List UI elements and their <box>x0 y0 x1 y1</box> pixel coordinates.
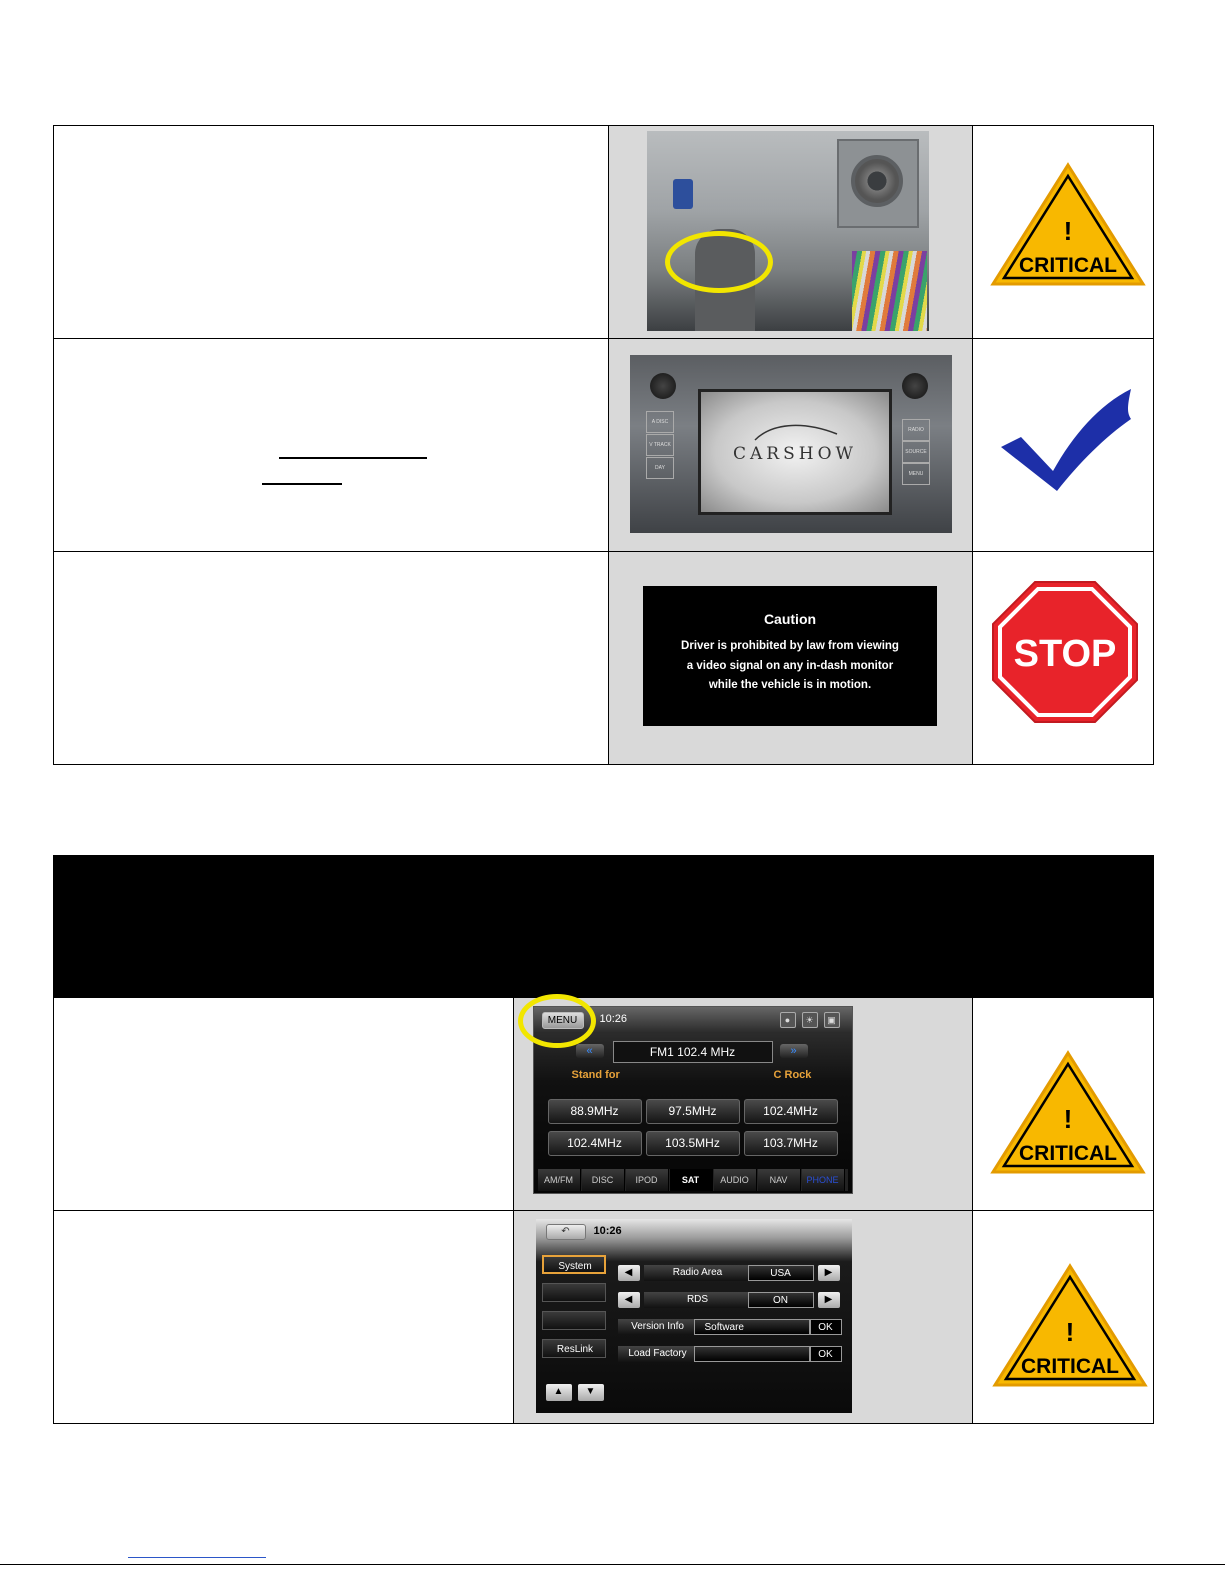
screen-off-icon[interactable]: ▣ <box>824 1012 840 1028</box>
rds-value: ON <box>748 1292 814 1308</box>
preset-button-2[interactable]: 97.5MHz <box>646 1099 740 1124</box>
step-1-badge-cell <box>973 126 1154 339</box>
menu-highlight-circle <box>518 994 596 1048</box>
carshow-car-outline-icon <box>751 420 841 444</box>
highlight-circle <box>665 231 773 293</box>
microphone-icon[interactable]: ● <box>780 1012 796 1028</box>
carshow-logo: CARSHOW <box>733 444 857 464</box>
brightness-icon[interactable]: ☀ <box>802 1012 818 1028</box>
tab-nav[interactable]: NAV <box>758 1169 801 1191</box>
antenna-plug <box>673 179 693 209</box>
load-factory-ok-button[interactable]: OK <box>810 1346 842 1362</box>
source-tab-bar <box>538 1169 848 1191</box>
critical-exclamation: ! <box>1063 1104 1073 1134</box>
button-menu: MENU <box>902 463 930 485</box>
version-info-value: Software <box>694 1319 810 1335</box>
sidebar-item-2[interactable] <box>542 1283 606 1302</box>
stop-sign-icon <box>991 580 1139 724</box>
tab-ipod[interactable]: IPOD <box>626 1169 669 1191</box>
underlined-text-1 <box>279 457 427 459</box>
seek-forward-icon[interactable]: » <box>780 1044 808 1058</box>
step-2-image-cell <box>609 339 973 552</box>
step-2-text-cell <box>54 339 609 552</box>
cooling-fan-housing <box>837 139 919 228</box>
button-a-disc: A DISC <box>646 411 674 433</box>
caution-screen <box>643 586 937 726</box>
stop-label: STOP <box>1013 633 1117 675</box>
table-header-main <box>54 856 973 998</box>
table-header-side <box>973 856 1154 998</box>
sidebar-item-reslink[interactable]: ResLink <box>542 1339 606 1358</box>
step-1-image-cell <box>609 126 973 339</box>
station-name-left: Stand for <box>571 1069 620 1081</box>
step-5-image-cell <box>513 1211 973 1424</box>
frequency-display: FM1 102.4 MHz <box>613 1041 773 1063</box>
checkmark-icon <box>999 385 1135 493</box>
preset-button-6[interactable]: 103.7MHz <box>744 1131 838 1156</box>
settings-clock: 10:26 <box>593 1225 622 1237</box>
caution-line-3: while the vehicle is in motion. <box>708 679 872 691</box>
step-4-badge-cell <box>973 998 1154 1211</box>
fan-icon <box>851 155 903 207</box>
step-1-text-cell <box>54 126 609 339</box>
rds-prev-icon[interactable]: ◀ <box>618 1292 640 1308</box>
preset-button-1[interactable]: 88.9MHz <box>548 1099 642 1124</box>
tune-knob <box>902 373 928 399</box>
rds-next-icon[interactable]: ▶ <box>818 1292 840 1308</box>
seek-back-icon[interactable]: « <box>576 1044 604 1058</box>
step-5-badge-cell <box>973 1211 1154 1424</box>
underlined-text-2 <box>262 483 342 485</box>
steps-table-1 <box>53 125 1154 765</box>
wiring-harness <box>852 251 927 331</box>
step-2-badge-cell <box>973 339 1154 552</box>
tab-audio[interactable]: AUDIO <box>714 1169 757 1191</box>
radio-area-prev-icon[interactable]: ◀ <box>618 1265 640 1281</box>
button-day: DAY <box>646 457 674 479</box>
head-unit-front-photo <box>630 355 952 533</box>
menu-button[interactable]: MENU <box>542 1012 584 1029</box>
caution-line-1: Driver is prohibited by law from viewing <box>681 640 899 652</box>
radio-clock: 10:26 <box>599 1013 628 1025</box>
scroll-up-icon[interactable]: ▲ <box>546 1384 572 1401</box>
station-name-right: C Rock <box>773 1069 812 1081</box>
step-3-text-cell <box>54 552 609 765</box>
rds-label: RDS <box>644 1292 748 1308</box>
step-3-badge-cell <box>973 552 1154 765</box>
footer-link-underline[interactable] <box>128 1557 266 1558</box>
button-radio: RADIO <box>902 419 930 441</box>
caution-line-2: a video signal on any in-dash monitor <box>686 659 894 672</box>
tab-sat[interactable]: SAT <box>670 1169 713 1191</box>
load-factory-value <box>694 1346 810 1362</box>
version-info-ok-button[interactable]: OK <box>810 1319 842 1335</box>
step-4-image-cell <box>513 998 973 1211</box>
version-info-label: Version Info <box>618 1319 694 1335</box>
tab-phone[interactable]: PHONE <box>802 1169 845 1191</box>
load-factory-label: Load Factory <box>618 1346 694 1362</box>
critical-exclamation: ! <box>1063 216 1073 246</box>
step-4-text-cell <box>54 998 514 1211</box>
scroll-down-icon[interactable]: ▼ <box>578 1384 604 1401</box>
preset-button-5[interactable]: 103.5MHz <box>646 1131 740 1156</box>
settings-screen <box>536 1219 852 1413</box>
critical-exclamation: ! <box>1065 1317 1075 1347</box>
critical-warning-icon <box>990 1050 1146 1176</box>
critical-warning-icon <box>990 162 1146 288</box>
critical-label: CRITICAL <box>1021 1355 1119 1378</box>
critical-label: CRITICAL <box>1019 254 1117 277</box>
tab-am-fm[interactable]: AM/FM <box>538 1169 581 1191</box>
steps-table-2 <box>53 855 1154 1424</box>
preset-button-3[interactable]: 102.4MHz <box>744 1099 838 1124</box>
preset-button-4[interactable]: 102.4MHz <box>548 1131 642 1156</box>
critical-label: CRITICAL <box>1019 1142 1117 1165</box>
back-button[interactable]: ↶ <box>546 1224 586 1240</box>
critical-warning-icon <box>992 1263 1148 1389</box>
footer-divider <box>0 1564 1225 1565</box>
step-5-text-cell <box>54 1211 514 1424</box>
radio-area-label: Radio Area <box>644 1265 748 1281</box>
caution-title: Caution <box>763 611 817 627</box>
step-3-image-cell <box>609 552 973 765</box>
boot-screen <box>698 389 892 515</box>
tab-disc[interactable]: DISC <box>582 1169 625 1191</box>
sidebar-item-3[interactable] <box>542 1311 606 1330</box>
button-v-track: V TRACK <box>646 434 674 456</box>
head-unit-rear-photo <box>647 131 929 331</box>
button-source: SOURCE <box>902 441 930 463</box>
radio-area-next-icon[interactable]: ▶ <box>818 1265 840 1281</box>
volume-knob <box>650 373 676 399</box>
sidebar-item-system[interactable]: System <box>542 1255 606 1274</box>
radio-area-value: USA <box>748 1265 814 1281</box>
